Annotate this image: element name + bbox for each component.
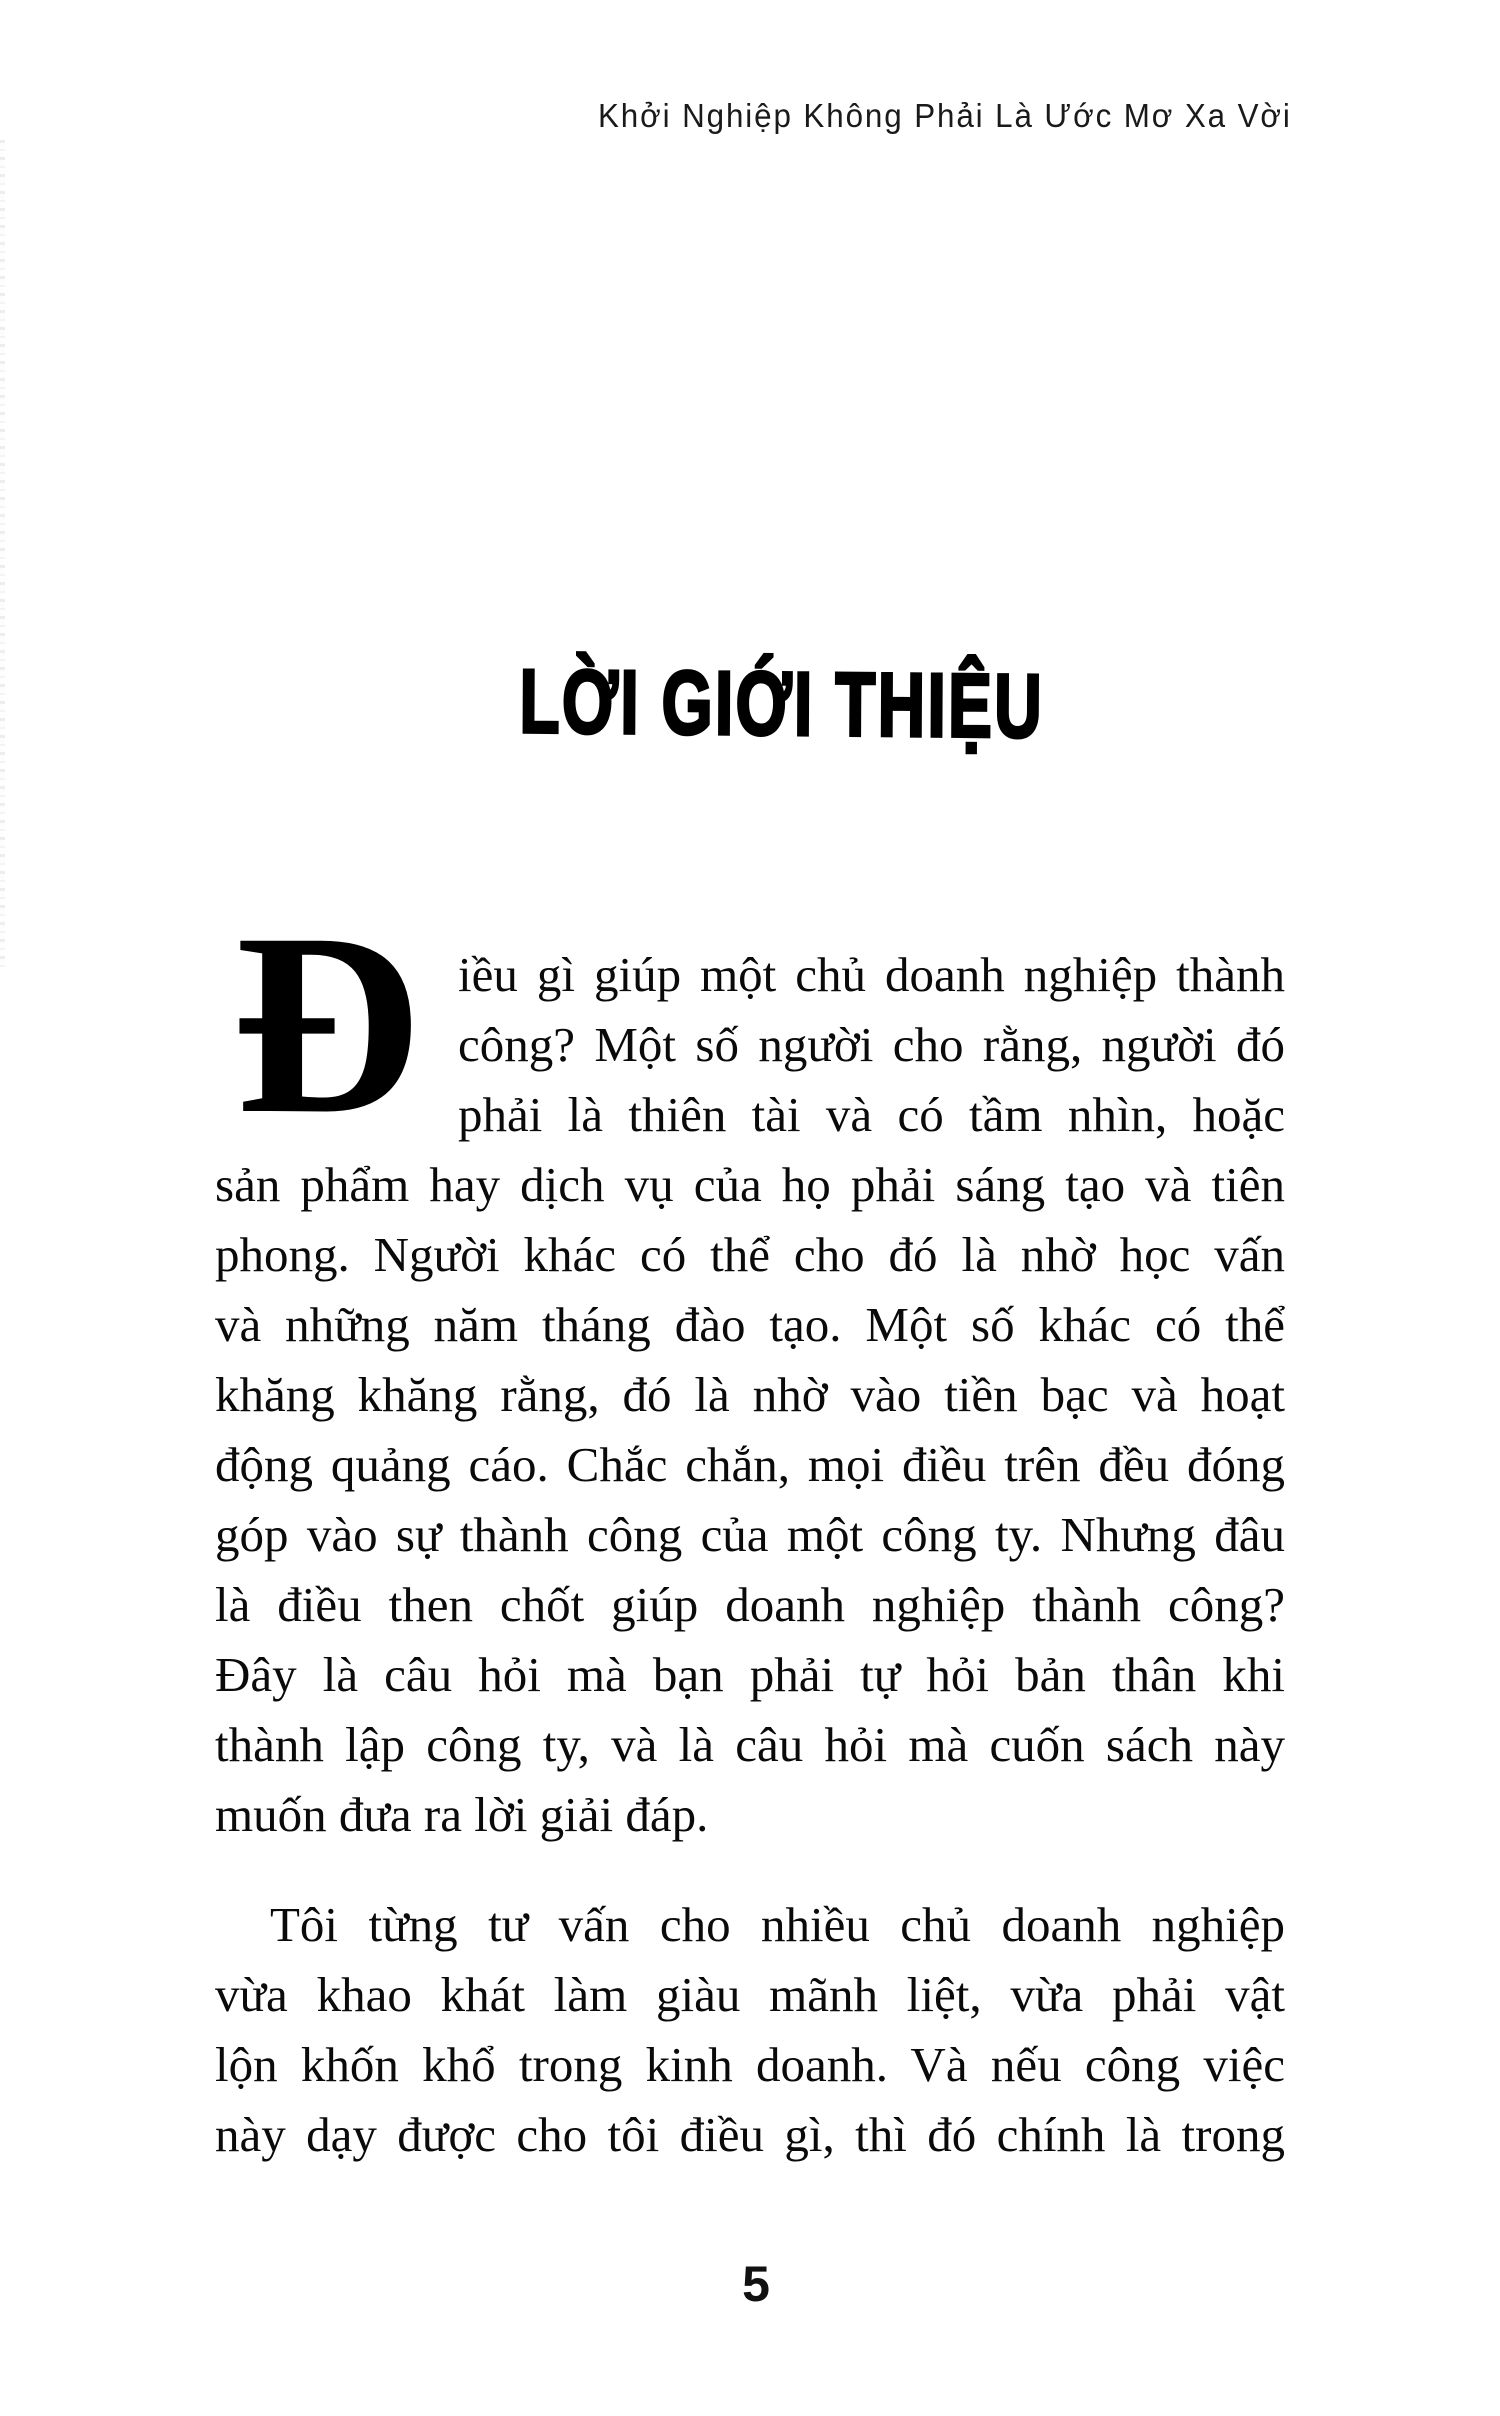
body-line: và những năm tháng đào tạo. Một số khác có thể	[215, 1297, 1285, 1352]
scan-edge-artifact	[0, 140, 5, 970]
running-header: Khởi Nghiệp Không Phải Là Ước Mơ Xa Vời	[598, 97, 1292, 134]
paragraph	[215, 1890, 1285, 2170]
chapter-title-wrap	[215, 651, 1285, 758]
body-line: khăng khăng rằng, đó là nhờ vào tiền bạc và hoạt	[215, 1367, 1285, 1422]
body-line: góp vào sự thành công của một công ty. Nhưng đâu	[215, 1507, 1285, 1562]
body-line: Tôi từng tư vấn cho nhiều chủ doanh nghiệp	[270, 1897, 1285, 1952]
body-line: công? Một số người cho rằng, người đó	[458, 1017, 1285, 1072]
body-line: lộn khốn khổ trong kinh doanh. Và nếu công việc	[215, 2037, 1285, 2092]
body-line: động quảng cáo. Chắc chắn, mọi điều trên đều đóng	[215, 1437, 1285, 1492]
body-line: này dạy được cho tôi điều gì, thì đó chính là trong	[215, 2107, 1285, 2162]
paragraph	[215, 940, 1285, 1850]
body-line: là điều then chốt giúp doanh nghiệp thành công?	[215, 1577, 1285, 1632]
body-line: Đây là câu hỏi mà bạn phải tự hỏi bản thân khi	[215, 1647, 1285, 1702]
drop-cap: Đ	[233, 880, 421, 1168]
body-line: thành lập công ty, và là câu hỏi mà cuốn sách này	[215, 1717, 1285, 1772]
body-line: vừa khao khát làm giàu mãnh liệt, vừa phải vật	[215, 1967, 1285, 2022]
body-text	[215, 940, 1285, 2170]
body-line: phải là thiên tài và có tầm nhìn, hoặc	[458, 1087, 1285, 1142]
body-line: sản phẩm hay dịch vụ của họ phải sáng tạo và tiên	[215, 1157, 1285, 1212]
body-line: muốn đưa ra lời giải đáp.	[215, 1787, 709, 1842]
body-line: iều gì giúp một chủ doanh nghiệp thành	[458, 947, 1285, 1002]
chapter-title: LỜI GIỚI THIỆU	[519, 651, 1045, 758]
body-line: phong. Người khác có thể cho đó là nhờ học vấn	[215, 1227, 1285, 1282]
page-number: 5	[742, 2256, 770, 2312]
